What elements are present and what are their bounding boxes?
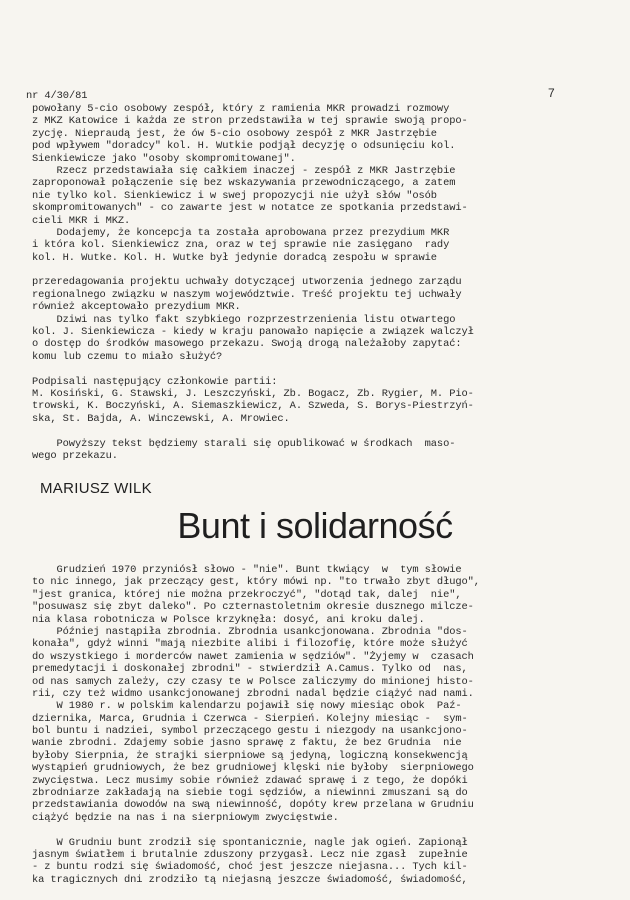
text-line: przedstawiania dowodów na swą niewinność, dopóty krew przelana w Grudniu xyxy=(32,799,474,812)
text-line: to nic innego, jak przeczący gest, który mówi np. "to trwało zbyt długo", xyxy=(32,576,480,589)
text-line: przeredagowania projektu uchwały dotyczącej utworzenia jednego zarządu xyxy=(32,276,462,289)
text-line xyxy=(32,264,474,276)
text-line: zaproponował połączenie się bez wskazywania przewodniczącego, a zatem xyxy=(32,177,456,190)
text-line: komu lub czemu to miało służyć? xyxy=(32,350,223,363)
text-line: wanie zbrodni. Zdajemy sobie jasno sprawę z faktu, że bez Grudnia nie xyxy=(32,737,462,750)
letter-text-block xyxy=(32,103,474,462)
text-line: cieli MKR i MKZ. xyxy=(32,214,131,227)
text-line: - z buntu rodzi się świadomość, choć jest jeszcze niejasna... Tych kil- xyxy=(32,861,468,874)
text-line: Grudzień 1970 przyniósł słowo - "nie". Bunt tkwiący w tym słowie xyxy=(32,564,462,576)
text-line: "posuwasz się zbyt daleko". Po czternastoletnim okresie dusznego milcze- xyxy=(32,601,474,614)
text-line: Rzecz przedstawiała się całkiem inaczej - zespół z MKR Jastrzębie xyxy=(32,164,456,177)
text-line: nia klasa robotnicza w Polsce krzyknęła: dosyć, ani kroku dalej. xyxy=(32,613,425,626)
text-line: Dodajemy, że koncepcja ta została aprobowana przez prezydium MKR xyxy=(32,226,450,239)
text-line: dziernika, Marca, Grudnia i Czerwca - Sierpień. Kolejny miesiąc - sym- xyxy=(32,712,468,725)
text-line: zycję. Niepraudą jest, że ów 5-cio osobowy zespół z MKR Jastrzębie xyxy=(32,127,437,140)
text-line: "jest granica, której nie można przekroczyć", "dotąd tak, dalej nie", xyxy=(32,588,462,601)
text-line: powołany 5-cio osobowy zespół, który z ramienia MKR prowadzi rozmowy xyxy=(32,103,450,115)
text-line: M. Kosiński, G. Stawski, J. Leszczyński, Zb. Bogacz, Zb. Rygier, M. Pio- xyxy=(32,387,474,400)
article-author: MARIUSZ WILK xyxy=(40,480,152,497)
text-line: Powyższy tekst będziemy starali się opublikować w środkach maso- xyxy=(32,437,456,450)
text-line: również akceptowało prezydium MKR. xyxy=(32,301,241,314)
text-line: Podpisali następujący członkowie partii: xyxy=(32,375,278,388)
text-line: regionalnego związku w naszym województwie. Treść projektu tej uchwały xyxy=(32,288,462,301)
text-line: nie tylko kol. Sienkiewicz i w swej propozycji nie użył słów "osób xyxy=(32,189,437,202)
text-line: z MKZ Katowice i każda ze stron przedstawiła w tej sprawie swoją propo- xyxy=(32,115,468,128)
text-line: ska, St. Bajda, A. Winczewski, A. Mrowiec. xyxy=(32,412,290,425)
text-line: zwycięstwa. Lecz musimy sobie również zdawać sprawę i z tego, że dopóki xyxy=(32,774,468,787)
text-line: wystąpień grudniowych, że bez grudniowej klęski nie byłoby sierpniowego xyxy=(32,762,474,775)
text-line xyxy=(32,425,474,437)
text-line: W 1980 r. w polskim kalendarzu pojawił się nowy miesiąc obok Paź- xyxy=(32,700,462,713)
text-line: W Grudniu bunt zrodził się spontanicznie, nagle jak ogień. Zapionął xyxy=(32,836,468,849)
text-line: do wszystkiego i morderców nawet zamienia w sędziów". "Żyjemy w czasach xyxy=(32,650,474,663)
text-line: Sienkiewicze jako "osoby skompromitowanej". xyxy=(32,152,296,165)
text-line: kol. H. Wutke. Kol. H. Wutke był jedynie doradcą zespołu w sprawie xyxy=(32,251,437,264)
text-line: ka tragicznych dni zrodziło tą niejasną jeszcze świadomość, świadomość, xyxy=(32,873,468,886)
text-line: pod wpływem "doradcy" kol. H. Wutkie podjął decyzję o odsunięciu kol. xyxy=(32,140,456,153)
article-title: Bunt i solidarność xyxy=(177,505,453,546)
text-line: skompromitowanych" - co zawarte jest w notatce ze spotkania przedstawi- xyxy=(32,202,468,215)
text-line: od nas samych zależy, czy czasy te w Polsce zaliczymy do minionej histo- xyxy=(32,675,474,688)
text-line: ciążyć będzie na nas i na sierpniowym zwycięstwie. xyxy=(32,811,339,824)
text-line: kol. J. Sienkiewicza - kiedy w kraju panowało napięcie a związek walczył xyxy=(32,326,474,339)
text-line: zbrodniarze zakładają na siebie togi sędziów, a niewinni zmuszani są do xyxy=(32,787,468,800)
article-body-block xyxy=(32,564,480,886)
text-line xyxy=(32,363,474,375)
text-line: premedytacji i doskonałej zbrodni" - stwierdził A.Camus. Tylko od nas, xyxy=(32,663,468,676)
text-line: rii, czy też widmo usankcjonowanej zbrodni nadal będzie ciążyć nad nami. xyxy=(32,687,474,700)
text-line xyxy=(32,824,480,836)
text-line: wego przekazu. xyxy=(32,449,118,462)
page-number: 7 xyxy=(548,86,555,100)
text-line: o dostęp do środków masowego przekazu. Swoją drogą należałoby zapytać: xyxy=(32,338,462,351)
text-line: byłoby Sierpnia, że strajki sierpniowe są jedyną, logiczną konsekwencją xyxy=(32,749,468,762)
text-line: i która kol. Sienkiewicz zna, oraz w tej sprawie nie zasięgano rady xyxy=(32,239,450,252)
text-line: konała", gdyż winni "mają niezbite alibi i filozofię, które może służyć xyxy=(32,638,468,651)
issue-number: nr 4/30/81 xyxy=(26,90,88,102)
text-line: trowski, K. Boczyński, A. Siemaszkiewicz, A. Szweda, S. Borys-Piestrzyń- xyxy=(32,400,474,413)
text-line: Później nastąpiła zbrodnia. Zbrodnia usankcjonowana. Zbrodnia "dos- xyxy=(32,625,468,638)
text-line: bol buntu i nadziei, symbol przeczącego gestu i niezgody na usankcjono- xyxy=(32,725,468,738)
text-line: Dziwi nas tylko fakt szybkiego rozprzestrzenienia listu otwartego xyxy=(32,313,456,326)
text-line: jasnym światłem i brutalnie zduszony przygasł. Lecz nie zgasł zupełnie xyxy=(32,848,468,861)
